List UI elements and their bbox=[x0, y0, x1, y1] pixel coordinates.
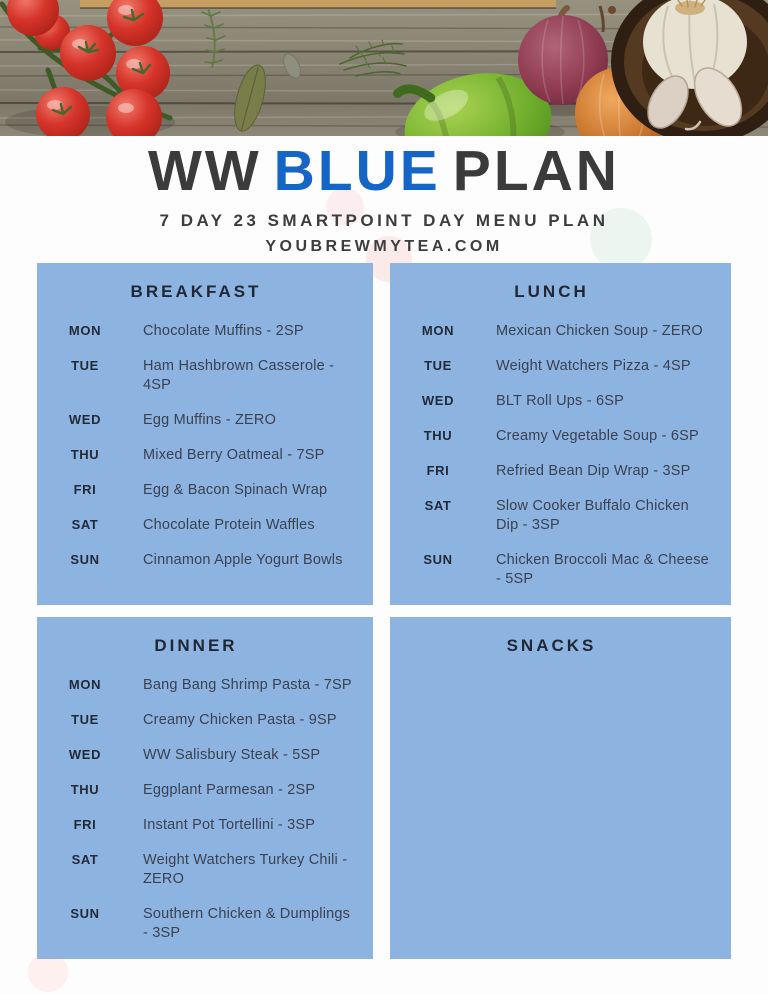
meal-item: Bang Bang Shrimp Pasta - 7SP bbox=[143, 677, 352, 693]
meal-grid bbox=[37, 263, 731, 959]
meal-row bbox=[37, 411, 355, 430]
title-ww: WW bbox=[148, 139, 262, 203]
panel-title-lunch: LUNCH bbox=[514, 282, 589, 301]
breakfast-rows bbox=[37, 322, 355, 570]
meal-item: Mixed Berry Oatmeal - 7SP bbox=[143, 447, 325, 463]
day-label: MON bbox=[421, 323, 455, 338]
meal-row bbox=[37, 816, 355, 835]
meal-item: Chocolate Protein Waffles bbox=[143, 517, 315, 533]
meal-item: Cinnamon Apple Yogurt Bowls bbox=[143, 552, 343, 568]
day-label: MON bbox=[68, 323, 102, 338]
dinner-rows bbox=[37, 676, 355, 943]
day-label: WED bbox=[68, 747, 102, 762]
meal-row bbox=[390, 497, 713, 535]
meal-item: Slow Cooker Buffalo Chicken Dip - 3SP bbox=[496, 498, 689, 533]
meal-item: Creamy Vegetable Soup - 6SP bbox=[496, 428, 699, 444]
day-label: TUE bbox=[71, 358, 99, 373]
panel-snacks bbox=[390, 617, 731, 959]
meal-row bbox=[37, 551, 355, 570]
day-label: THU bbox=[423, 428, 453, 443]
meal-row bbox=[37, 322, 355, 341]
vegetables-banner-photo bbox=[0, 0, 768, 136]
meal-item: Chocolate Muffins - 2SP bbox=[143, 323, 304, 339]
meal-item: BLT Roll Ups - 6SP bbox=[496, 393, 624, 409]
meal-item: Mexican Chicken Soup - ZERO bbox=[496, 323, 703, 339]
day-label: TUE bbox=[424, 358, 452, 373]
meal-item: WW Salisbury Steak - 5SP bbox=[143, 747, 321, 763]
title-blue: BLUE bbox=[273, 139, 441, 203]
meal-row bbox=[37, 357, 355, 395]
page-title bbox=[0, 139, 768, 203]
day-label: FRI bbox=[73, 817, 97, 832]
meal-item: Chicken Broccoli Mac & Cheese - 5SP bbox=[496, 552, 709, 587]
meal-item: Instant Pot Tortellini - 3SP bbox=[143, 817, 316, 833]
meal-row bbox=[37, 781, 355, 800]
day-label: SAT bbox=[71, 517, 99, 532]
meal-row bbox=[390, 392, 713, 411]
panel-breakfast bbox=[37, 263, 373, 605]
day-label: SAT bbox=[424, 498, 452, 513]
meal-row bbox=[390, 357, 713, 376]
meal-row bbox=[37, 711, 355, 730]
meal-row bbox=[390, 462, 713, 481]
panel-title-breakfast: BREAKFAST bbox=[130, 282, 262, 301]
subtitle: 7 DAY 23 SMARTPOINT DAY MENU PLAN bbox=[159, 210, 609, 230]
day-label: FRI bbox=[73, 482, 97, 497]
meal-item: Southern Chicken & Dumplings - 3SP bbox=[143, 906, 351, 941]
day-label: WED bbox=[68, 412, 102, 427]
meal-item: Egg Muffins - ZERO bbox=[143, 412, 277, 428]
day-label: MON bbox=[68, 677, 102, 692]
day-label: THU bbox=[70, 782, 100, 797]
plan-header bbox=[0, 136, 768, 256]
meal-row bbox=[390, 551, 713, 589]
day-label: FRI bbox=[426, 463, 450, 478]
day-label: THU bbox=[70, 447, 100, 462]
meal-item: Egg & Bacon Spinach Wrap bbox=[143, 482, 328, 498]
day-label: SAT bbox=[71, 852, 99, 867]
meal-row bbox=[37, 446, 355, 465]
meal-row bbox=[390, 427, 713, 446]
meal-item: Weight Watchers Turkey Chili - ZERO bbox=[143, 852, 348, 887]
day-label: WED bbox=[421, 393, 455, 408]
meal-item: Ham Hashbrown Casserole - 4SP bbox=[143, 358, 335, 393]
meal-item: Weight Watchers Pizza - 4SP bbox=[496, 358, 691, 374]
meal-row bbox=[37, 516, 355, 535]
meal-item: Eggplant Parmesan - 2SP bbox=[143, 782, 316, 798]
meal-row bbox=[37, 905, 355, 943]
meal-row bbox=[37, 676, 355, 695]
meal-row bbox=[37, 746, 355, 765]
panel-lunch bbox=[390, 263, 731, 605]
day-label: SUN bbox=[70, 906, 100, 921]
lunch-rows bbox=[390, 322, 713, 589]
title-plan: PLAN bbox=[452, 139, 620, 203]
meal-row bbox=[37, 851, 355, 889]
day-label: TUE bbox=[71, 712, 99, 727]
panel-title-dinner: DINNER bbox=[154, 636, 238, 655]
panel-dinner bbox=[37, 617, 373, 959]
vegetables-banner-svg bbox=[0, 0, 768, 136]
website-url: YOUBREWMYTEA.COM bbox=[265, 237, 503, 255]
meal-item: Creamy Chicken Pasta - 9SP bbox=[143, 712, 337, 728]
meal-row bbox=[37, 481, 355, 500]
day-label: SUN bbox=[423, 552, 453, 567]
day-label: SUN bbox=[70, 552, 100, 567]
panel-title-snacks: SNACKS bbox=[506, 636, 597, 655]
meal-item: Refried Bean Dip Wrap - 3SP bbox=[496, 463, 691, 479]
meal-row bbox=[390, 322, 713, 341]
